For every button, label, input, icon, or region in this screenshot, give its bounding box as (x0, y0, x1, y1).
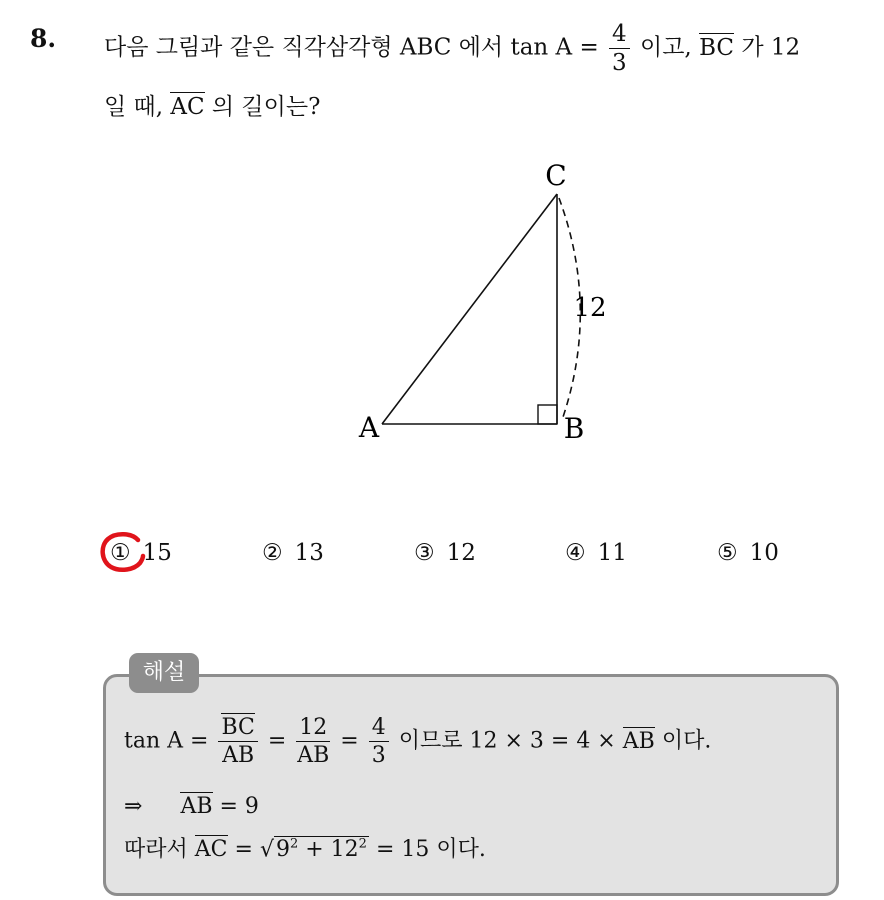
fraction-numerator: BC (221, 715, 255, 740)
implies-arrow: ⇒ (124, 794, 143, 819)
choice-number: ① (110, 540, 131, 566)
answer-mark-stroke (103, 534, 143, 570)
square-root: $√9^2 + 12^2$ (259, 836, 367, 862)
tan-denominator: 3 (612, 50, 627, 77)
choice-value: 10 (749, 540, 779, 566)
fraction-denominator: AB (222, 743, 255, 769)
equals-sign: = (267, 728, 287, 754)
solution-line-2 (124, 794, 259, 819)
fraction-4-3 (369, 716, 389, 767)
choice-value: 12 (446, 540, 476, 566)
fraction-denominator: 3 (371, 743, 386, 769)
solution-tab: 해설 (129, 653, 199, 693)
side-length-label: 12 (573, 293, 607, 323)
solution-text: 이므로 12 × 3 = 4 × (398, 728, 616, 754)
choice-number: ② (262, 540, 283, 566)
fraction-12-ab (296, 716, 330, 767)
side-ac (382, 194, 557, 424)
answer-mark-circle (98, 528, 152, 576)
equals-sign: = (340, 728, 359, 754)
choice-5[interactable] (717, 540, 779, 566)
solution-line-3 (124, 832, 486, 863)
exponent: 2 (358, 836, 367, 852)
fraction-numerator: 12 (296, 716, 330, 742)
segment-ac: AC (170, 94, 205, 120)
segment-ac: AC (194, 837, 228, 862)
equals-sign: = (234, 837, 253, 862)
solution-text: 이다. (661, 728, 712, 754)
choice-number: ⑤ (717, 540, 738, 566)
label-c: C (545, 159, 567, 192)
tan-numerator: 4 (609, 22, 630, 49)
choice-value: 11 (597, 540, 627, 566)
question-text: 일 때, (104, 94, 164, 120)
question-text: 의 길이는? (211, 94, 321, 120)
choice-4[interactable] (565, 540, 627, 566)
question-text: 가 12 (741, 34, 801, 61)
exponent: 2 (289, 836, 299, 852)
solution-text: = 15 이다. (375, 837, 486, 862)
segment-bc: BC (699, 34, 734, 61)
label-a: A (358, 411, 380, 444)
radicand-base: 9 (275, 837, 290, 862)
right-angle-mark (538, 405, 557, 424)
label-b: B (563, 412, 585, 445)
question-text: 이고, (640, 34, 692, 61)
choice-value: 15 (142, 540, 172, 566)
solution-text: = 9 (219, 794, 259, 819)
segment-ab: AB (180, 794, 213, 819)
choice-3[interactable] (414, 540, 476, 566)
choice-number: ③ (414, 540, 435, 566)
choice-2[interactable] (262, 540, 324, 566)
fraction-numerator: 4 (369, 716, 389, 742)
fraction-denominator: AB (297, 743, 330, 769)
radicand-term: + 12 (305, 837, 359, 862)
choice-value: 13 (294, 540, 324, 566)
choice-number: ④ (565, 540, 586, 566)
solution-text: 따라서 (124, 837, 188, 862)
segment-ab: AB (622, 728, 655, 754)
question-number: 8. (30, 24, 57, 53)
question-text: 다음 그림과 같은 직각삼각형 ABC 에서 tan A = (104, 34, 599, 61)
fraction-bc-ab (218, 716, 257, 767)
solution-text: tan A = (124, 728, 209, 754)
solution-line-1 (124, 716, 711, 767)
